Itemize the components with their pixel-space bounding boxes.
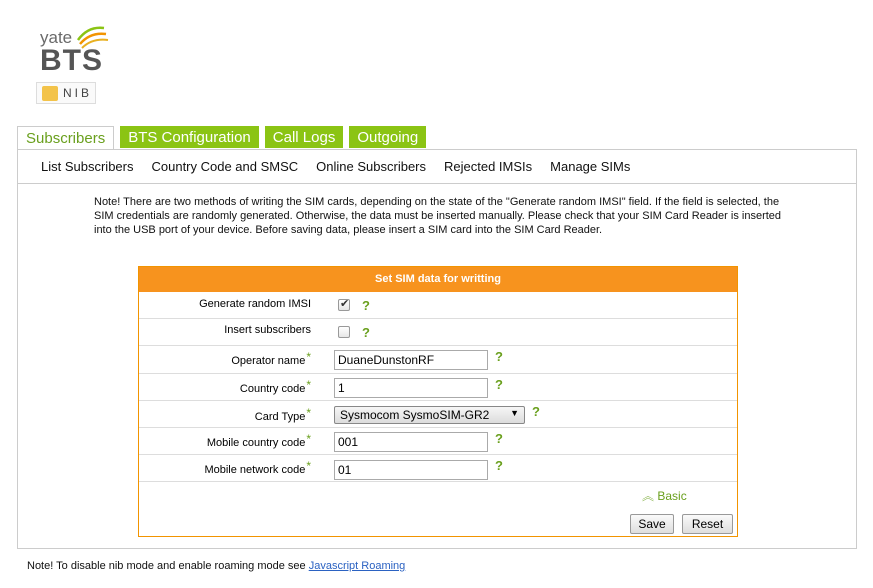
javascript-roaming-link[interactable]: Javascript Roaming <box>308 560 406 572</box>
sub-navigation <box>18 150 856 184</box>
subnav-rejected-imsis[interactable]: Rejected IMSIs <box>444 159 533 174</box>
save-button[interactable]: Save <box>630 514 674 534</box>
main-tabs <box>17 126 432 150</box>
row-mobile-country-code <box>139 428 737 455</box>
logo-yate-text: yate <box>40 28 73 47</box>
subnav-manage-sims[interactable]: Manage SIMs <box>550 159 631 174</box>
sim-data-form <box>138 266 738 537</box>
row-country-code <box>139 374 737 401</box>
help-icon[interactable]: ? <box>362 298 370 313</box>
row-operator-name <box>139 346 737 374</box>
mnc-input[interactable]: 01 <box>334 460 488 480</box>
row-generate-random-imsi <box>139 292 737 319</box>
tab-outgoing[interactable]: Outgoing <box>349 126 426 148</box>
required-mark: * <box>306 378 311 392</box>
footer-text: Note! To disable nib mode and enable roaming mode see <box>27 560 309 572</box>
checkmark-icon: ✔ <box>340 298 350 310</box>
reset-button[interactable]: Reset <box>682 514 733 534</box>
sim-chip-icon <box>42 86 58 101</box>
mcc-input[interactable]: 001 <box>334 432 488 452</box>
basic-toggle-link[interactable] <box>642 487 687 504</box>
country-code-input[interactable]: 1 <box>334 378 488 398</box>
country-code-label: Country code* <box>239 378 311 395</box>
help-icon[interactable]: ? <box>495 349 503 364</box>
basic-label: Basic <box>657 489 687 503</box>
logo-nib-text: NIB <box>63 86 93 100</box>
sim-writing-note: Note! There are two methods of writing the SIM cards, depending on the state of the "Generate random IMSI" field. If the field is selected, the SIM credentials are randomly generated. Otherwise, the data must be inserted manually. Please check that your SIM Card Reader is inserted into the USB port of your device. Before saving data, please insert a SIM card into the SIM Card Reader. <box>94 196 782 236</box>
tab-bts-configuration[interactable]: BTS Configuration <box>120 126 259 148</box>
help-icon[interactable]: ? <box>362 325 370 340</box>
required-mark: * <box>306 350 311 364</box>
tab-subscribers[interactable]: Subscribers <box>17 126 114 150</box>
operator-name-input[interactable]: DuaneDunstonRF <box>334 350 488 370</box>
subnav-list-subscribers[interactable]: List Subscribers <box>41 159 134 174</box>
content-panel <box>17 149 857 549</box>
form-title: Set SIM data for writting <box>139 267 737 292</box>
yatebts-logo <box>34 18 114 108</box>
card-type-value: Sysmocom SysmoSIM-GR2 <box>340 408 490 422</box>
row-mobile-network-code <box>139 455 737 482</box>
subnav-country-code-smsc[interactable]: Country Code and SMSC <box>151 159 299 174</box>
subnav-online-subscribers[interactable]: Online Subscribers <box>316 159 426 174</box>
operator-name-label: Operator name* <box>231 350 311 367</box>
insert-subscribers-checkbox[interactable] <box>338 326 350 338</box>
help-icon[interactable]: ? <box>532 404 540 419</box>
required-mark: * <box>306 459 311 473</box>
mcc-label: Mobile country code* <box>206 432 311 449</box>
double-chevron-up-icon: ︽ <box>642 489 655 503</box>
card-type-select[interactable] <box>334 406 525 424</box>
logo-nib-badge <box>36 82 96 104</box>
help-icon[interactable]: ? <box>495 431 503 446</box>
help-icon[interactable]: ? <box>495 458 503 473</box>
row-card-type <box>139 401 737 428</box>
mnc-label: Mobile network code* <box>204 459 311 476</box>
required-mark: * <box>306 432 311 446</box>
required-mark: * <box>306 406 311 420</box>
logo-bts-text: BTS <box>40 44 103 77</box>
generate-random-imsi-label: Generate random IMSI <box>199 298 311 310</box>
row-insert-subscribers <box>139 319 737 346</box>
generate-random-imsi-checkbox[interactable] <box>338 299 350 311</box>
footer-note <box>27 560 405 572</box>
insert-subscribers-label: Insert subscribers <box>224 324 311 336</box>
help-icon[interactable]: ? <box>495 377 503 392</box>
dropdown-arrow-icon: ▼ <box>510 408 519 418</box>
tab-call-logs[interactable]: Call Logs <box>265 126 344 148</box>
card-type-label: Card Type* <box>254 406 311 423</box>
